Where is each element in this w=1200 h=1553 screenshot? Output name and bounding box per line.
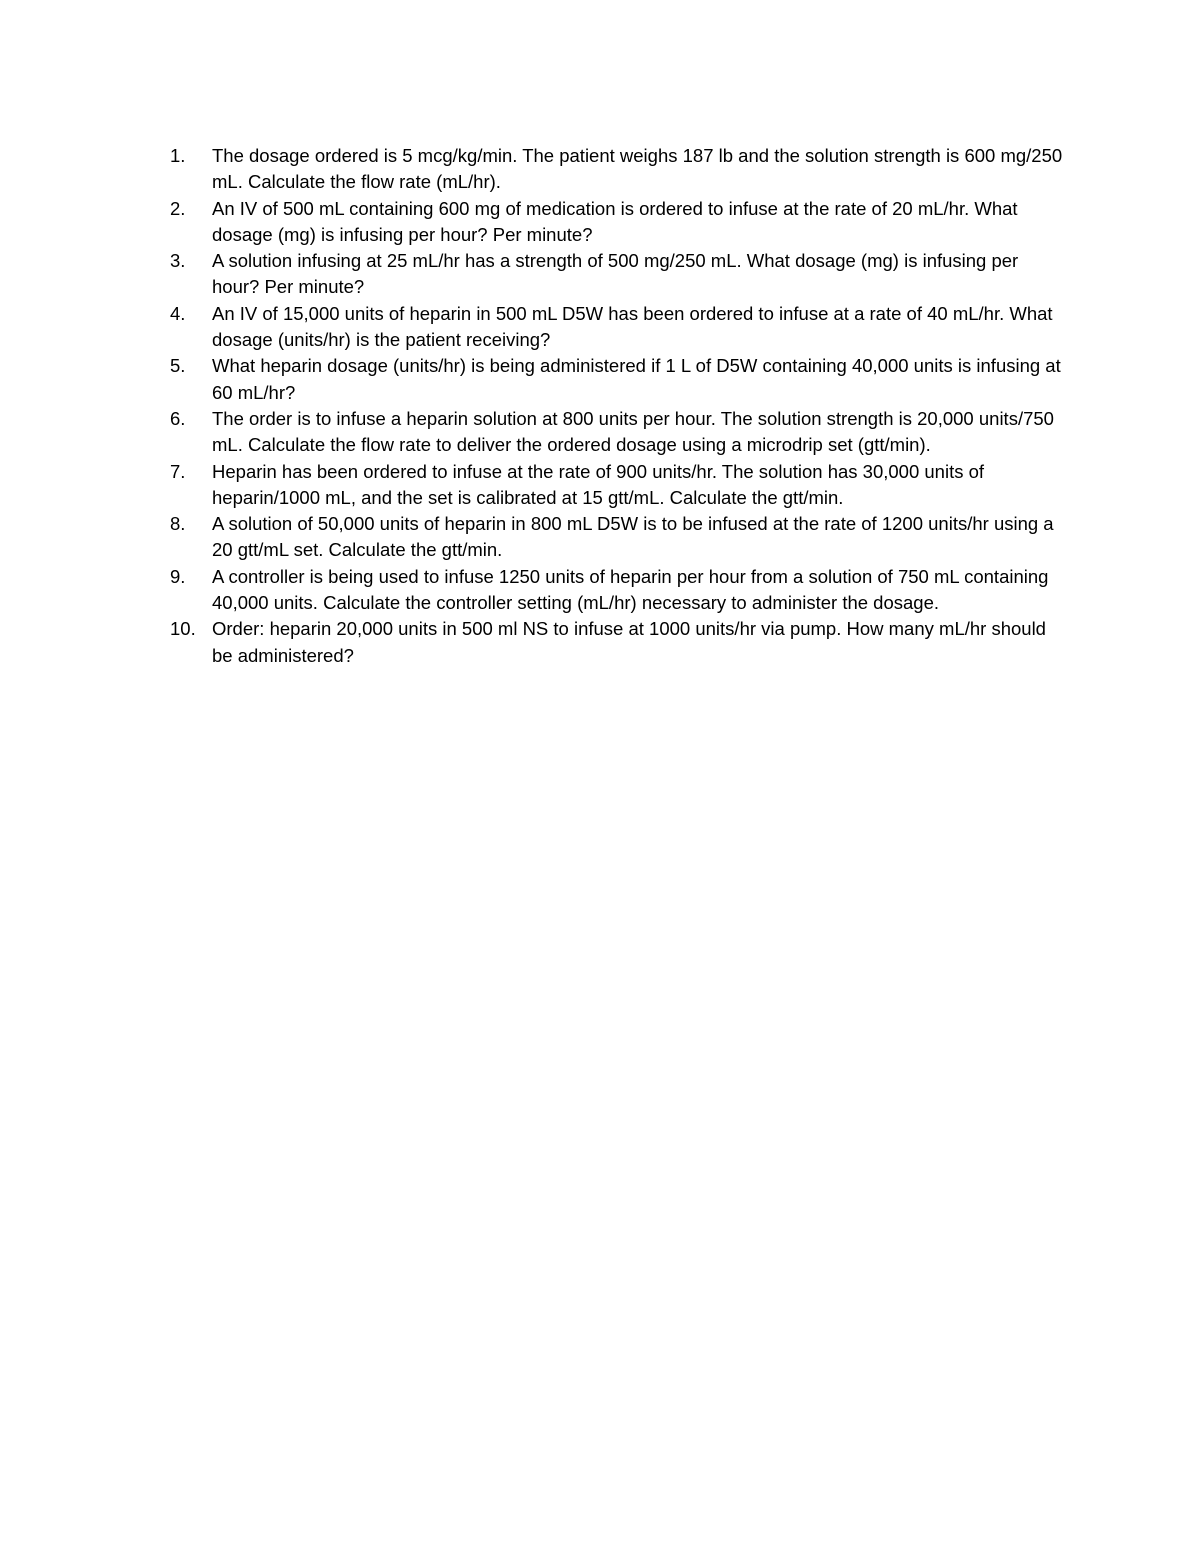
problem-number: 5. [170, 355, 186, 377]
problem-text: A solution infusing at 25 mL/hr has a strength of 500 mg/250 mL. What dosage (mg) is infusing per hour? Per minute? [212, 250, 1019, 298]
problem-text: The dosage ordered is 5 mcg/kg/min. The patient weighs 187 lb and the solution strength is 600 mg/250 mL. Calculate the flow rate (mL/hr). [212, 145, 1063, 193]
problem-text: The order is to infuse a heparin solution at 800 units per hour. The solution strength is 20,000 units/750 mL. Calculate the flow rate to deliver the ordered dosage using a microdrip set (gtt/min). [212, 407, 1054, 456]
problem-item-1 [170, 143, 1070, 196]
problem-number: 1. [170, 145, 186, 166]
problem-number: 7. [170, 460, 186, 482]
problem-item-7 [170, 459, 1070, 512]
problem-item-10 [170, 616, 1070, 669]
problem-number: 8. [170, 513, 186, 535]
problem-number: 10. [170, 618, 196, 640]
problem-text: A controller is being used to infuse 1250 units of heparin per hour from a solution of 750 mL containing 40,000 units. Calculate the controller setting (mL/hr) necessary to administer the dosage. [212, 565, 1049, 614]
problem-list [170, 143, 1070, 669]
problem-item-8 [170, 511, 1070, 564]
problem-item-4 [170, 301, 1070, 354]
problem-number: 3. [170, 250, 186, 272]
problem-text: An IV of 500 mL containing 600 mg of medication is ordered to infuse at the rate of 20 mL/hr. What dosage (mg) is infusing per hour? Per minute? [212, 197, 1018, 245]
problem-text: Heparin has been ordered to infuse at the rate of 900 units/hr. The solution has 30,000 units of heparin/1000 mL, and the set is calibrated at 15 gtt/mL. Calculate the gtt/min. [212, 460, 985, 508]
problem-item-2 [170, 196, 1070, 249]
problem-text: A solution of 50,000 units of heparin in 800 mL D5W is to be infused at the rate of 1200 units/hr using a 20 gtt/mL set. Calculate the gtt/min. [212, 513, 1054, 561]
problem-item-3 [170, 248, 1070, 301]
problem-item-9 [170, 564, 1070, 617]
problem-number: 2. [170, 197, 186, 219]
problem-number: 9. [170, 565, 186, 587]
problem-item-6 [170, 406, 1070, 459]
problem-text: An IV of 15,000 units of heparin in 500 mL D5W has been ordered to infuse at a rate of 40 mL/hr. What dosage (units/hr) is the patient receiving? [212, 302, 1053, 351]
problem-number: 6. [170, 407, 186, 429]
problem-text: What heparin dosage (units/hr) is being administered if 1 L of D5W containing 40,000 units is infusing at 60 mL/hr? [212, 355, 1061, 403]
problem-number: 4. [170, 302, 186, 324]
problem-item-5 [170, 353, 1070, 406]
problem-text: Order: heparin 20,000 units in 500 ml NS to infuse at 1000 units/hr via pump. How many mL/hr should be administered? [212, 618, 1046, 666]
